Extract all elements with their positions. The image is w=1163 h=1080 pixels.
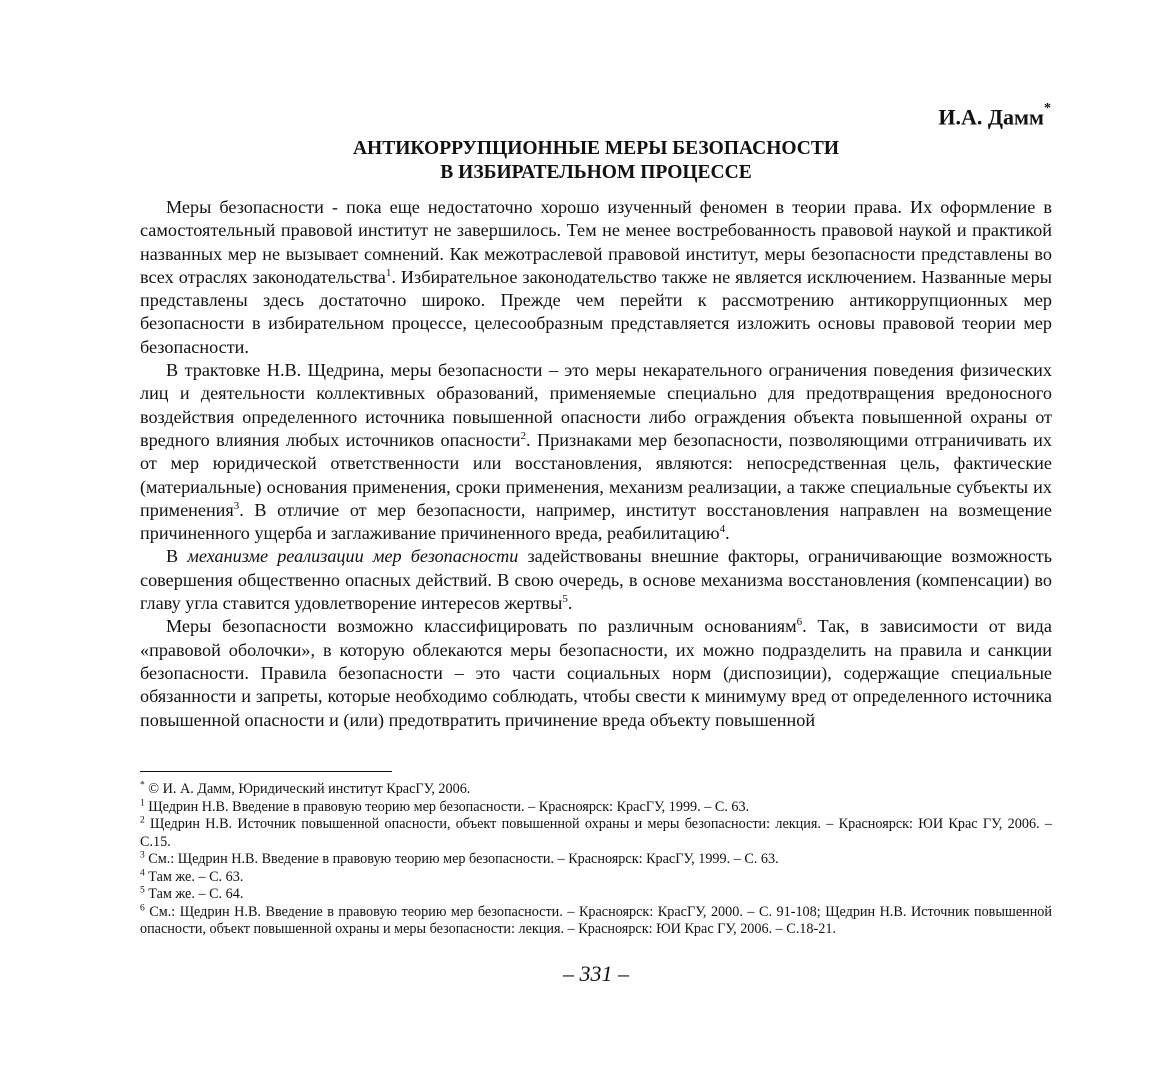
footnote-text: Там же. – С. 64. bbox=[144, 886, 244, 902]
footnote-text: Щедрин Н.В. Источник повышенной опасности, объект повышенной охраны и меры безопасности: лекция. – Красноярск: ЮИ Крас ГУ, 2006. – С.15. bbox=[140, 816, 1052, 850]
paragraph-text: . bbox=[725, 523, 730, 544]
title-line-1: АНТИКОРРУПЦИОННЫЕ МЕРЫ БЕЗОПАСНОСТИ bbox=[352, 138, 840, 159]
footnote-separator bbox=[140, 771, 392, 772]
article-title bbox=[140, 137, 1052, 185]
footnote-mark: * bbox=[140, 780, 145, 791]
footnote-5 bbox=[140, 886, 1052, 904]
footnotes bbox=[140, 781, 1052, 939]
paragraph-text: . В отличие от мер безопасности, например, институт восстановления направлен на возмещение причиненного ущерба и заглаживание причиненного вреда, реабилитацию bbox=[140, 499, 1052, 544]
footnote-text: См.: Щедрин Н.В. Введение в правовую теорию мер безопасности. – Красноярск: КрасГУ, 2000. – С. 91-108; Щедрин Н.В. Источник повышенной опасности, объект повышенной охраны и меры безопасности: лекция. – Красноярск: ЮИ Крас ГУ, 2006. – С.18-21. bbox=[140, 903, 1052, 937]
title-line-2: В ИЗБИРАТЕЛЬНОМ ПРОЦЕССЕ bbox=[440, 162, 752, 183]
footnote-2 bbox=[140, 816, 1052, 851]
paragraph-2 bbox=[140, 359, 1052, 545]
footnote-mark: 5 bbox=[140, 885, 145, 896]
footnote-ref: 1 bbox=[385, 266, 392, 279]
footnote-mark: 3 bbox=[140, 850, 145, 861]
footnote-ref: 6 bbox=[796, 616, 803, 629]
footnote-author bbox=[140, 781, 1052, 799]
footnote-text: Щедрин Н.В. Введение в правовую теорию мер безопасности. – Красноярск: КрасГУ, 1999. – С. 63. bbox=[144, 798, 750, 815]
paragraph-text: . bbox=[567, 593, 573, 614]
footnote-6 bbox=[140, 904, 1052, 939]
paragraph-3 bbox=[140, 545, 1052, 615]
footnote-4 bbox=[140, 869, 1052, 887]
paragraph-1 bbox=[140, 196, 1052, 359]
footnote-text: © И. А. Дамм, Юридический институт КрасГУ, 2006. bbox=[144, 781, 471, 797]
author-name bbox=[938, 98, 1051, 132]
author-footnote-mark: * bbox=[1044, 101, 1051, 116]
footnote-mark: 6 bbox=[140, 902, 145, 913]
paragraph-text: . Избирательное законодательство также не является исключением. Названные меры представлены здесь достаточно широко. Прежде чем перейти к рассмотрению антикоррупционных мер безопасности в избирательном процессе, целесообразным представляется изложить основы правовой теории мер безопасности. bbox=[140, 266, 1052, 357]
paragraph-text: Меры безопасности возможно классифицировать по различным основаниям bbox=[166, 616, 797, 637]
paragraph-text: В трактовке Н.В. Щедрина, меры безопасности – это меры некарательного ограничения поведения физических лиц и деятельности коллективных образований, применяемые специально для предотвращения вредоносного воздействия определенного источника повышенной опасности либо ограждения объекта повышенной охраны от вредного влияния любых источников опасности bbox=[140, 360, 1052, 450]
footnote-mark: 4 bbox=[140, 867, 145, 878]
footnote-ref: 3 bbox=[233, 499, 240, 512]
footnote-3 bbox=[140, 851, 1052, 869]
footnote-ref: 4 bbox=[719, 523, 726, 536]
paragraph-4 bbox=[140, 615, 1052, 731]
page-number: – 331 – bbox=[563, 961, 629, 986]
paragraph-text: В bbox=[166, 546, 188, 567]
paragraph-text: . Так, в зависимости от вида «правовой оболочки», в которую облекаются меры безопасности, их можно подразделить на правила и санкции безопасности. Правила безопасности – это части социальных норм (диспозиции), содержащие специальные обязанности и запреты, которые необходимо соблюдать, чтобы свести к минимуму вред от определенного источника повышенной опасности и (или) предотвратить причинение вреда объекту повышенной bbox=[140, 616, 1053, 730]
footnote-text: Там же. – С. 63. bbox=[144, 868, 244, 885]
footnote-ref: 2 bbox=[520, 429, 527, 442]
italic-term: механизме реализации мер безопасности bbox=[187, 546, 519, 567]
paragraph-text: . Признаками мер безопасности, позволяющими отграничивать их от мер юридической ответственности или восстановления, являются: непосредственная цель, фактические (материальные) основания применения, сроки применения, механизм реализации, а также специальные субъекты их применения bbox=[140, 429, 1052, 520]
footnote-1 bbox=[140, 799, 1052, 817]
article-body bbox=[140, 196, 1052, 732]
footnote-mark: 2 bbox=[140, 815, 145, 826]
footnote-ref: 5 bbox=[562, 592, 568, 605]
author-text: И.А. Дамм bbox=[938, 104, 1044, 130]
footnote-mark: 1 bbox=[140, 797, 145, 808]
footnote-text: См.: Щедрин Н.В. Введение в правовую теорию мер безопасности. – Красноярск: КрасГУ, 1999. – С. 63. bbox=[144, 851, 779, 867]
paragraph-text: Меры безопасности - пока еще недостаточно хорошо изученный феномен в теории права. Их оформление в самостоятельный правовой институт не завершилось. Тем не менее востребованность правовой наукой и практикой названных мер не вызывает сомнений. Как межотраслевой правовой институт, меры безопасности представлены во всех отраслях законодательства bbox=[140, 197, 1052, 287]
paragraph-text: задействованы внешние факторы, ограничивающие возможность совершения общественно опасных действий. В свою очередь, в основе механизма восстановления (компенсации) во главу угла ставится удовлетворение интересов жертвы bbox=[140, 546, 1052, 614]
